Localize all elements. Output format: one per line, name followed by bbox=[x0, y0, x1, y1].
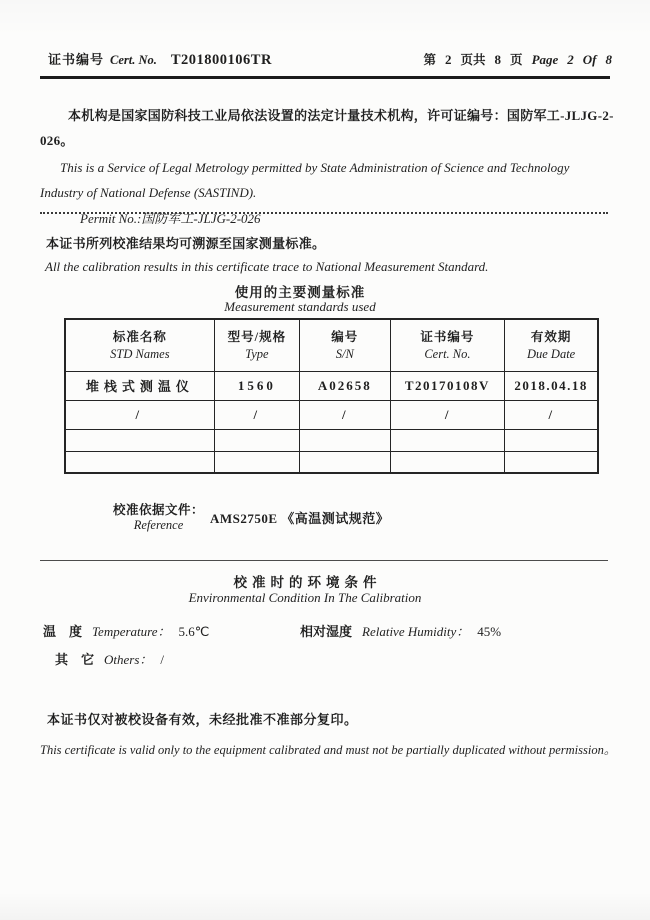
standards-title-zh: 使用的主要测量标准 bbox=[234, 285, 366, 300]
cell-type: / bbox=[214, 400, 299, 429]
cell-serial bbox=[300, 429, 391, 451]
cell-due-date bbox=[505, 429, 598, 451]
humidity-label-en: Relative Humidity： bbox=[362, 624, 470, 639]
temperature-label-en: Temperature： bbox=[92, 624, 171, 639]
cell-type bbox=[214, 451, 299, 473]
page-header bbox=[48, 49, 612, 69]
dotted-divider bbox=[40, 212, 608, 214]
intro-text-zh: 本机构是国家国防科技工业局依法设置的法定计量技术机构，许可证编号：国防军工-JLJG-2-026。 bbox=[40, 108, 614, 148]
pagination-en-label: Page bbox=[531, 52, 559, 67]
others-label-zh: 其 它 bbox=[55, 652, 95, 667]
table-row bbox=[65, 400, 598, 429]
table-row bbox=[65, 451, 598, 473]
environment-title-zh: 校准时的环境条件 bbox=[233, 575, 382, 590]
pagination-en-page: 2 bbox=[567, 52, 574, 67]
reference-value: AMS2750E 《高温测试规范》 bbox=[210, 511, 390, 526]
cell-serial: / bbox=[300, 400, 391, 429]
reference-label-en: Reference bbox=[133, 518, 184, 532]
cell-std-name bbox=[65, 451, 214, 473]
others-value: / bbox=[160, 652, 165, 667]
section-divider bbox=[40, 560, 608, 561]
table-row bbox=[65, 371, 598, 400]
cell-serial bbox=[300, 451, 391, 473]
cell-serial: A02658 bbox=[300, 371, 391, 400]
pagination bbox=[415, 50, 612, 69]
col-header-type: 型号/规格 Type bbox=[214, 319, 299, 371]
cert-number-group bbox=[48, 49, 272, 69]
humidity-label-zh: 相对湿度 bbox=[300, 624, 353, 639]
pagination-en-of: Of bbox=[582, 52, 597, 67]
pagination-page-number: 2 bbox=[445, 52, 452, 67]
cell-due-date: / bbox=[505, 400, 598, 429]
pagination-zh-prefix: 第 bbox=[423, 53, 437, 67]
temperature-label-zh: 温 度 bbox=[43, 624, 83, 639]
validity-statement-en: This certificate is valid only to the equipment calibrated and must not be partially duplicated without permission。 bbox=[40, 743, 617, 757]
cell-std-name: / bbox=[65, 400, 214, 429]
cell-std-name bbox=[65, 429, 214, 451]
col-header-serial: 编号 S/N bbox=[300, 319, 391, 371]
cell-due-date: 2018.04.18 bbox=[505, 371, 598, 400]
cell-type bbox=[214, 429, 299, 451]
traceability-text-en: All the calibration results in this certificate trace to National Measurement Standard. bbox=[45, 259, 489, 274]
cell-cert-no: / bbox=[390, 400, 505, 429]
pagination-en-total: 8 bbox=[605, 52, 612, 67]
others-row bbox=[55, 649, 164, 668]
standards-table bbox=[64, 318, 599, 474]
col-header-std-names: 标准名称 STD Names bbox=[65, 319, 214, 371]
standards-title-en: Measurement standards used bbox=[224, 299, 376, 314]
col-header-cert-no: 证书编号 Cert. No. bbox=[390, 319, 505, 371]
cell-due-date bbox=[505, 451, 598, 473]
pagination-total-number: 8 bbox=[494, 52, 502, 67]
cert-number-label-zh: 证书编号 bbox=[48, 52, 105, 67]
temperature-row bbox=[43, 621, 209, 640]
others-label-en: Others： bbox=[104, 652, 153, 667]
cell-type: 1560 bbox=[214, 371, 299, 400]
table-row bbox=[65, 429, 598, 451]
pagination-zh-mid: 页共 bbox=[460, 53, 486, 67]
cell-cert-no bbox=[390, 451, 505, 473]
pagination-zh-suffix: 页 bbox=[510, 53, 523, 67]
reference-label bbox=[113, 500, 204, 533]
cell-std-name: 堆栈式测温仪 bbox=[65, 371, 214, 400]
reference-label-zh: 校准依据文件： bbox=[113, 503, 205, 517]
col-header-due-date: 有效期 Due Date bbox=[505, 319, 598, 371]
cell-cert-no bbox=[390, 429, 505, 451]
humidity-row bbox=[300, 621, 501, 640]
environment-title-en: Environmental Condition In The Calibration bbox=[188, 590, 422, 605]
header-rule bbox=[40, 76, 610, 79]
temperature-value: 5.6℃ bbox=[178, 624, 210, 639]
permit-number-line: Permit No.:国防军工-JLJG-2-026 bbox=[80, 211, 261, 226]
intro-text-en: This is a Service of Legal Metrology permitted by State Administration of Science and Technology Industry of National Defense (SASTIND). bbox=[40, 160, 570, 200]
cell-cert-no: T20170108V bbox=[390, 371, 505, 400]
validity-statement-zh: 本证书仅对被校设备有效，未经批准不准部分复印。 bbox=[47, 712, 358, 727]
standards-table-header-row bbox=[65, 319, 598, 371]
humidity-value: 45% bbox=[477, 624, 502, 639]
traceability-text-zh: 本证书所列校准结果均可溯源至国家测量标准。 bbox=[46, 236, 326, 251]
cert-number-label-en: Cert. No. bbox=[110, 53, 157, 67]
cert-number-value: T201800106TR bbox=[170, 52, 272, 68]
